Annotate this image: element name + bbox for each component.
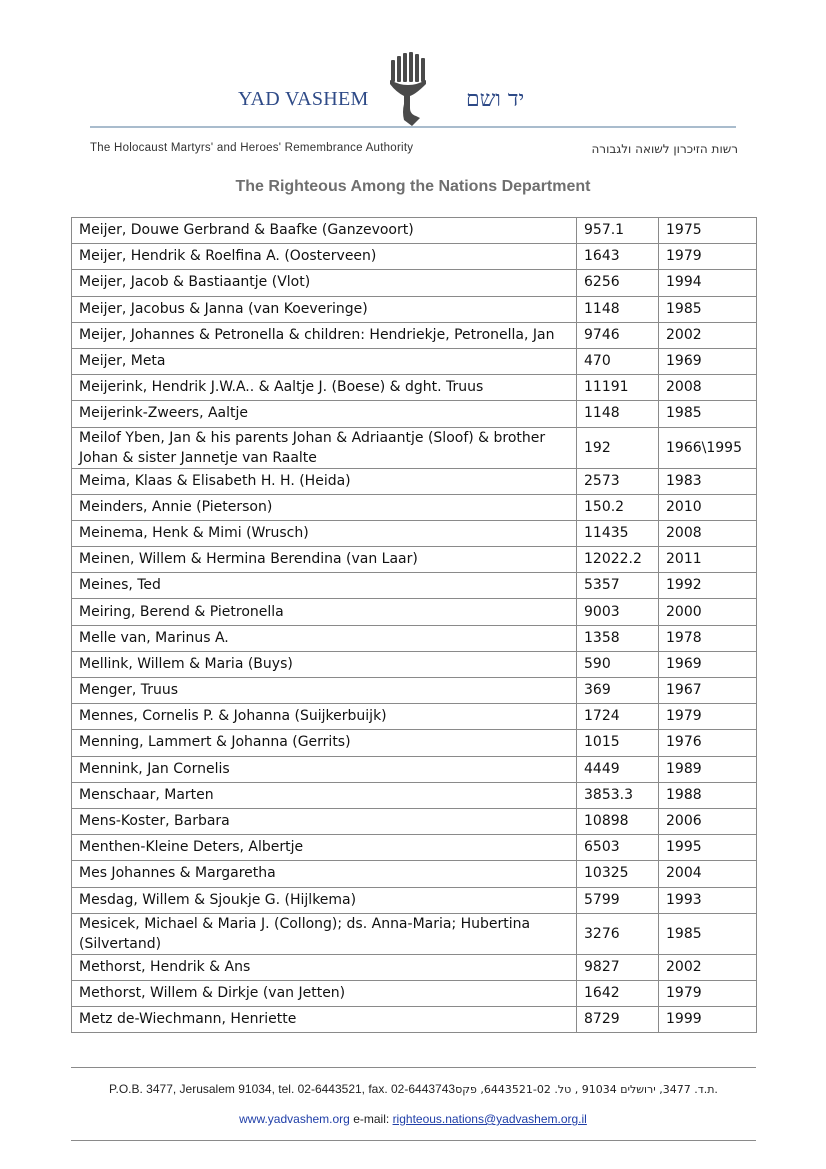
name-cell: Meijer, Douwe Gerbrand & Baafke (Ganzevoort): [72, 218, 577, 244]
year-cell: 1979: [659, 704, 757, 730]
year-cell: 1983: [659, 468, 757, 494]
table-row: [72, 1007, 757, 1033]
year-cell: 1994: [659, 270, 757, 296]
table-row: [72, 808, 757, 834]
year-cell: 1993: [659, 887, 757, 913]
email-label: e-mail:: [353, 1112, 390, 1126]
year-cell: 1989: [659, 756, 757, 782]
file-number-cell: 1642: [577, 980, 659, 1006]
file-number-cell: 1643: [577, 244, 659, 270]
name-cell: Methorst, Willem & Dirkje (van Jetten): [72, 980, 577, 1006]
table-row: [72, 547, 757, 573]
year-cell: 2008: [659, 375, 757, 401]
footer-divider-top: [71, 1067, 756, 1068]
file-number-cell: 9003: [577, 599, 659, 625]
table-row: [72, 861, 757, 887]
table-row: [72, 599, 757, 625]
table-row: [72, 401, 757, 427]
year-cell: 2011: [659, 547, 757, 573]
name-cell: Meilof Yben, Jan & his parents Johan & Adriaantje (Sloof) & brother Johan & sister Jannetje van Raalte: [72, 427, 577, 468]
file-number-cell: 957.1: [577, 218, 659, 244]
name-cell: Meiring, Berend & Pietronella: [72, 599, 577, 625]
file-number-cell: 1148: [577, 296, 659, 322]
table-row: [72, 730, 757, 756]
year-cell: 1985: [659, 401, 757, 427]
file-number-cell: 10898: [577, 808, 659, 834]
file-number-cell: 11435: [577, 520, 659, 546]
file-number-cell: 1724: [577, 704, 659, 730]
name-cell: Meijerink, Hendrik J.W.A.. & Aaltje J. (Boese) & dght. Truus: [72, 375, 577, 401]
table-row: [72, 322, 757, 348]
name-cell: Meijer, Johannes & Petronella & children: Hendriekje, Petronella, Jan: [72, 322, 577, 348]
name-cell: Meinders, Annie (Pieterson): [72, 494, 577, 520]
footer-divider-bottom: [71, 1140, 756, 1141]
name-cell: Mes Johannes & Margaretha: [72, 861, 577, 887]
righteous-table-body: [72, 218, 757, 1033]
logo-text-english: YAD VASHEM: [238, 88, 369, 110]
table-row: [72, 218, 757, 244]
name-cell: Meines, Ted: [72, 573, 577, 599]
name-cell: Menger, Truus: [72, 678, 577, 704]
name-cell: Meijer, Jacobus & Janna (van Koeveringe): [72, 296, 577, 322]
table-row: [72, 954, 757, 980]
file-number-cell: 150.2: [577, 494, 659, 520]
name-cell: Meima, Klaas & Elisabeth H. H. (Heida): [72, 468, 577, 494]
year-cell: 1988: [659, 782, 757, 808]
file-number-cell: 369: [577, 678, 659, 704]
table-row: [72, 625, 757, 651]
year-cell: 1992: [659, 573, 757, 599]
year-cell: 1967: [659, 678, 757, 704]
header-divider: [90, 126, 736, 128]
table-row: [72, 296, 757, 322]
name-cell: Mesdag, Willem & Sjoukje G. (Hijlkema): [72, 887, 577, 913]
table-row: [72, 573, 757, 599]
year-cell: 1969: [659, 348, 757, 374]
address-hebrew: .ת.ד. 3477, ירושלים 91034 , טל. 6443521-02, פקס: [455, 1083, 718, 1096]
year-cell: 1999: [659, 1007, 757, 1033]
table-row: [72, 678, 757, 704]
footer-contact: [0, 1112, 826, 1126]
file-number-cell: 5799: [577, 887, 659, 913]
table-row: [72, 835, 757, 861]
file-number-cell: 1015: [577, 730, 659, 756]
table-row: [72, 782, 757, 808]
file-number-cell: 9746: [577, 322, 659, 348]
table-row: [72, 887, 757, 913]
logo-text-hebrew: יד ושם: [466, 87, 525, 112]
year-cell: 1966\1995: [659, 427, 757, 468]
year-cell: 1975: [659, 218, 757, 244]
year-cell: 1995: [659, 835, 757, 861]
name-cell: Menthen-Kleine Deters, Albertje: [72, 835, 577, 861]
year-cell: 1976: [659, 730, 757, 756]
name-cell: Mellink, Willem & Maria (Buys): [72, 651, 577, 677]
authority-hebrew: רשות הזיכרון לשואה ולגבורה: [591, 142, 738, 156]
table-row: [72, 494, 757, 520]
year-cell: 2008: [659, 520, 757, 546]
table-row: [72, 651, 757, 677]
table-row: [72, 520, 757, 546]
name-cell: Methorst, Hendrik & Ans: [72, 954, 577, 980]
name-cell: Mens-Koster, Barbara: [72, 808, 577, 834]
name-cell: Metz de-Wiechmann, Henriette: [72, 1007, 577, 1033]
file-number-cell: 1358: [577, 625, 659, 651]
table-row: [72, 756, 757, 782]
file-number-cell: 10325: [577, 861, 659, 887]
year-cell: 1969: [659, 651, 757, 677]
department-title: The Righteous Among the Nations Department: [235, 178, 591, 195]
year-cell: 2010: [659, 494, 757, 520]
file-number-cell: 2573: [577, 468, 659, 494]
name-cell: Meijer, Jacob & Bastiaantje (Vlot): [72, 270, 577, 296]
name-cell: Meijerink-Zweers, Aaltje: [72, 401, 577, 427]
year-cell: 2000: [659, 599, 757, 625]
name-cell: Meinema, Henk & Mimi (Wrusch): [72, 520, 577, 546]
name-cell: Mesicek, Michael & Maria J. (Collong); ds. Anna-Maria; Hubertina (Silvertand): [72, 913, 577, 954]
table-row: [72, 704, 757, 730]
file-number-cell: 5357: [577, 573, 659, 599]
table-row: [72, 244, 757, 270]
file-number-cell: 4449: [577, 756, 659, 782]
address-english: P.O.B. 3477, Jerusalem 91034, tel. 02-6443521, fax. 02-6443743: [109, 1082, 456, 1096]
table-row: [72, 270, 757, 296]
file-number-cell: 192: [577, 427, 659, 468]
file-number-cell: 3853.3: [577, 782, 659, 808]
file-number-cell: 6503: [577, 835, 659, 861]
table-row: [72, 980, 757, 1006]
year-cell: 2002: [659, 954, 757, 980]
table-row: [72, 427, 757, 468]
table-row: [72, 913, 757, 954]
year-cell: 2002: [659, 322, 757, 348]
file-number-cell: 11191: [577, 375, 659, 401]
email-link[interactable]: righteous.nations@yadvashem.org.il: [392, 1112, 587, 1126]
file-number-cell: 9827: [577, 954, 659, 980]
file-number-cell: 470: [577, 348, 659, 374]
file-number-cell: 8729: [577, 1007, 659, 1033]
table-row: [72, 375, 757, 401]
file-number-cell: 12022.2: [577, 547, 659, 573]
name-cell: Meijer, Hendrik & Roelfina A. (Oosterveen): [72, 244, 577, 270]
year-cell: 2006: [659, 808, 757, 834]
name-cell: Meijer, Meta: [72, 348, 577, 374]
year-cell: 1979: [659, 244, 757, 270]
authority-line: [90, 142, 738, 158]
name-cell: Mennes, Cornelis P. & Johanna (Suijkerbuijk): [72, 704, 577, 730]
menorah-hand-icon: [386, 50, 432, 130]
website-link[interactable]: www.yadvashem.org: [239, 1112, 350, 1126]
year-cell: 1979: [659, 980, 757, 1006]
righteous-table: [71, 217, 757, 1033]
file-number-cell: 3276: [577, 913, 659, 954]
year-cell: 1978: [659, 625, 757, 651]
file-number-cell: 6256: [577, 270, 659, 296]
footer-address: [71, 1082, 756, 1096]
year-cell: 1985: [659, 296, 757, 322]
file-number-cell: 1148: [577, 401, 659, 427]
name-cell: Melle van, Marinus A.: [72, 625, 577, 651]
file-number-cell: 590: [577, 651, 659, 677]
name-cell: Mennink, Jan Cornelis: [72, 756, 577, 782]
year-cell: 2004: [659, 861, 757, 887]
name-cell: Menschaar, Marten: [72, 782, 577, 808]
table-row: [72, 468, 757, 494]
name-cell: Meinen, Willem & Hermina Berendina (van Laar): [72, 547, 577, 573]
authority-english: The Holocaust Martyrs' and Heroes' Remembrance Authority: [90, 142, 414, 154]
table-row: [72, 348, 757, 374]
name-cell: Menning, Lammert & Johanna (Gerrits): [72, 730, 577, 756]
year-cell: 1985: [659, 913, 757, 954]
